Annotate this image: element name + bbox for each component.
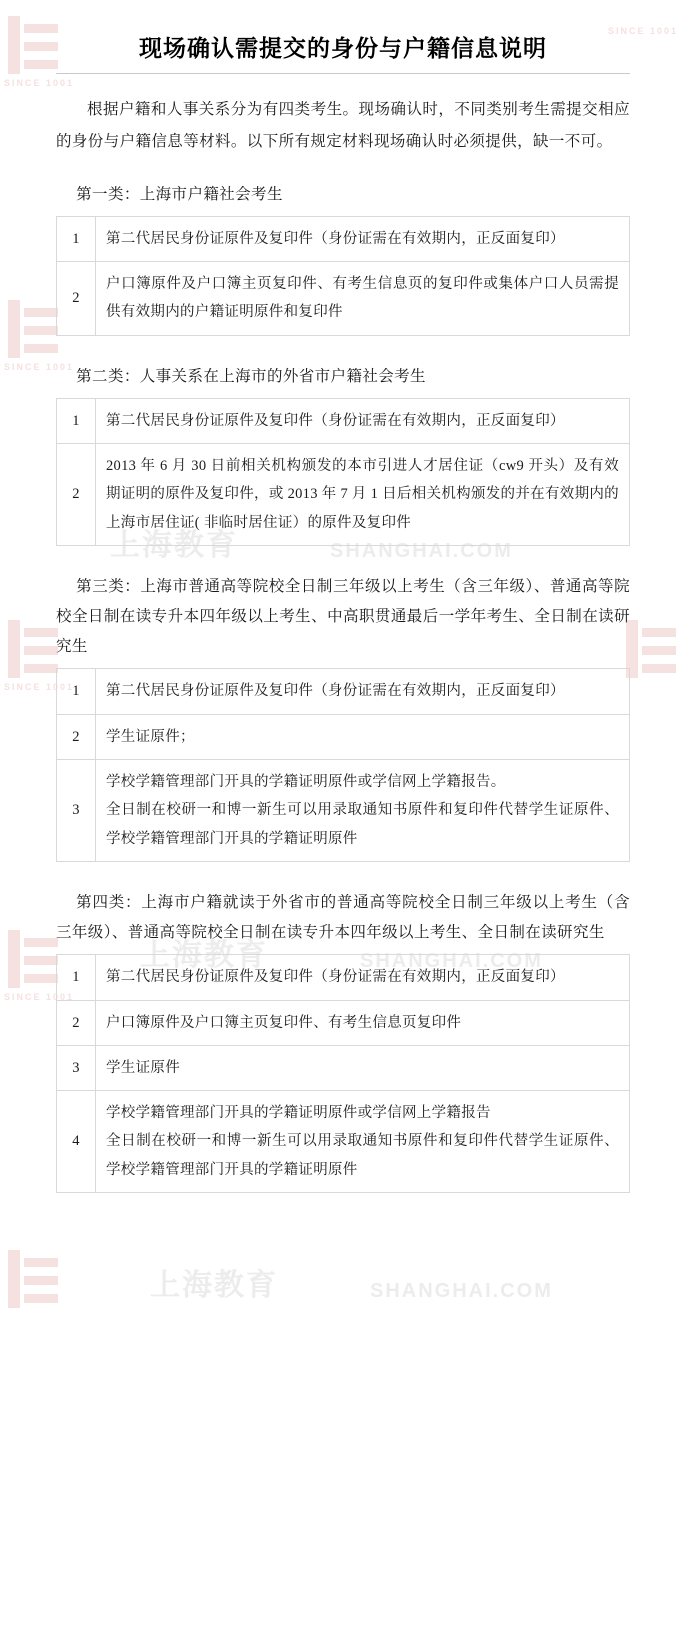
row-index: 2 — [57, 262, 96, 336]
watermark-brand-text: 上海教育 — [140, 939, 268, 972]
category-heading-4: 第四类：上海市户籍就读于外省市的普通高等院校全日制三年级以上考生（含三年级）、普通高等院校全日制在读专升本四年级以上考生、全日制在读研究生 — [56, 893, 630, 942]
page-title: 现场确认需提交的身份与户籍信息说明 — [139, 36, 547, 61]
row-text — [96, 760, 630, 862]
row-text-line: 学校学籍管理部门开具的学籍证明原件或学信网上学籍报告。 — [106, 774, 506, 791]
row-text — [96, 1091, 630, 1193]
row-text — [96, 714, 630, 759]
row-text — [96, 216, 630, 261]
table-row — [57, 262, 630, 336]
row-index: 1 — [57, 398, 96, 443]
row-index: 1 — [57, 955, 96, 1000]
row-text — [96, 1000, 630, 1045]
table-row — [57, 1091, 630, 1193]
row-text — [96, 955, 630, 1000]
row-index: 1 — [57, 216, 96, 261]
row-text-line: 2013 年 6 月 30 日前相关机构颁发的本市引进人才居住证（cw9 开头）及有效期证明的原件及复印件，或 2013 年 7 月 1 日后相关机构颁发的并在有效期内的上海市居住证( 非临时居住证）的原件及复印件 — [106, 458, 619, 531]
watermark-badge-text: SINCE 1001 — [4, 78, 75, 88]
row-text — [96, 669, 630, 714]
row-text-line: 户口簿原件及户口簿主页复印件、有考生信息页复印件 — [106, 1014, 462, 1031]
row-text — [96, 444, 630, 546]
table-row — [57, 955, 630, 1000]
row-index: 3 — [57, 760, 96, 862]
watermark-site-text: SHANGHAI.COM — [360, 950, 543, 972]
row-text — [96, 1045, 630, 1090]
table-row — [57, 760, 630, 862]
watermark-badge-text: SINCE 1001 — [4, 682, 75, 692]
table-row — [57, 444, 630, 546]
row-text-line: 全日制在校研一和博一新生可以用录取通知书原件和复印件代替学生证原件、学校学籍管理部门开具的学籍证明原件 — [106, 802, 619, 847]
requirements-table-1 — [56, 216, 630, 336]
intro-paragraph: 根据户籍和人事关系分为有四类考生。现场确认时，不同类别考生需提交相应的身份与户籍信息等材料。以下所有规定材料现场确认时必须提供，缺一不可。 — [56, 101, 630, 150]
row-text — [96, 262, 630, 336]
row-text-line: 全日制在校研一和博一新生可以用录取通知书原件和复印件代替学生证原件、学校学籍管理部门开具的学籍证明原件 — [106, 1133, 619, 1178]
row-index: 1 — [57, 669, 96, 714]
table-row — [57, 216, 630, 261]
watermark-brand-text: 上海教育 — [110, 529, 238, 562]
table-row — [57, 669, 630, 714]
row-index: 2 — [57, 1000, 96, 1045]
row-index: 3 — [57, 1045, 96, 1090]
table-row — [57, 1000, 630, 1045]
category-heading-3: 第三类：上海市普通高等院校全日制三年级以上考生（含三年级）、普通高等院校全日制在读专升本四年级以上考生、中高职贯通最后一学年考生、全日制在读研究生 — [56, 577, 630, 656]
row-text-line: 户口簿原件及户口簿主页复印件、有考生信息页的复印件或集体户口人员需提供有效期内的户籍证明原件和复印件 — [106, 276, 619, 321]
requirements-table-3 — [56, 668, 630, 861]
table-row — [57, 398, 630, 443]
watermark-brand-text: 上海教育 — [150, 1269, 278, 1302]
watermark-badge-text: SINCE 1001 — [4, 362, 75, 372]
table-row — [57, 714, 630, 759]
requirements-table-2 — [56, 398, 630, 546]
watermark-badge-text: SINCE 1001 — [607, 26, 678, 36]
category-heading-2: 第二类：人事关系在上海市的外省市户籍社会考生 — [76, 367, 426, 385]
row-text-line: 学生证原件； — [106, 728, 195, 745]
row-text-line: 学生证原件 — [106, 1059, 180, 1076]
watermark-site-text: SHANGHAI.COM — [330, 540, 513, 562]
title-divider — [56, 73, 630, 74]
row-index: 2 — [57, 714, 96, 759]
brand-logo-watermark — [6, 1250, 60, 1308]
table-row — [57, 1045, 630, 1090]
row-text-line: 第二代居民身份证原件及复印件（身份证需在有效期内，正反面复印） — [106, 230, 565, 247]
row-index: 2 — [57, 444, 96, 546]
row-index: 4 — [57, 1091, 96, 1193]
row-text-line: 第二代居民身份证原件及复印件（身份证需在有效期内，正反面复印） — [106, 412, 565, 429]
row-text-line: 第二代居民身份证原件及复印件（身份证需在有效期内，正反面复印） — [106, 683, 565, 700]
watermark-site-text: SHANGHAI.COM — [370, 1280, 553, 1302]
category-heading-1: 第一类：上海市户籍社会考生 — [76, 185, 283, 203]
watermark-badge-text: SINCE 1001 — [4, 992, 75, 1002]
row-text — [96, 398, 630, 443]
requirements-table-4 — [56, 954, 630, 1193]
row-text-line: 学校学籍管理部门开具的学籍证明原件或学信网上学籍报告 — [106, 1105, 491, 1122]
row-text-line: 第二代居民身份证原件及复印件（身份证需在有效期内，正反面复印） — [106, 969, 565, 986]
